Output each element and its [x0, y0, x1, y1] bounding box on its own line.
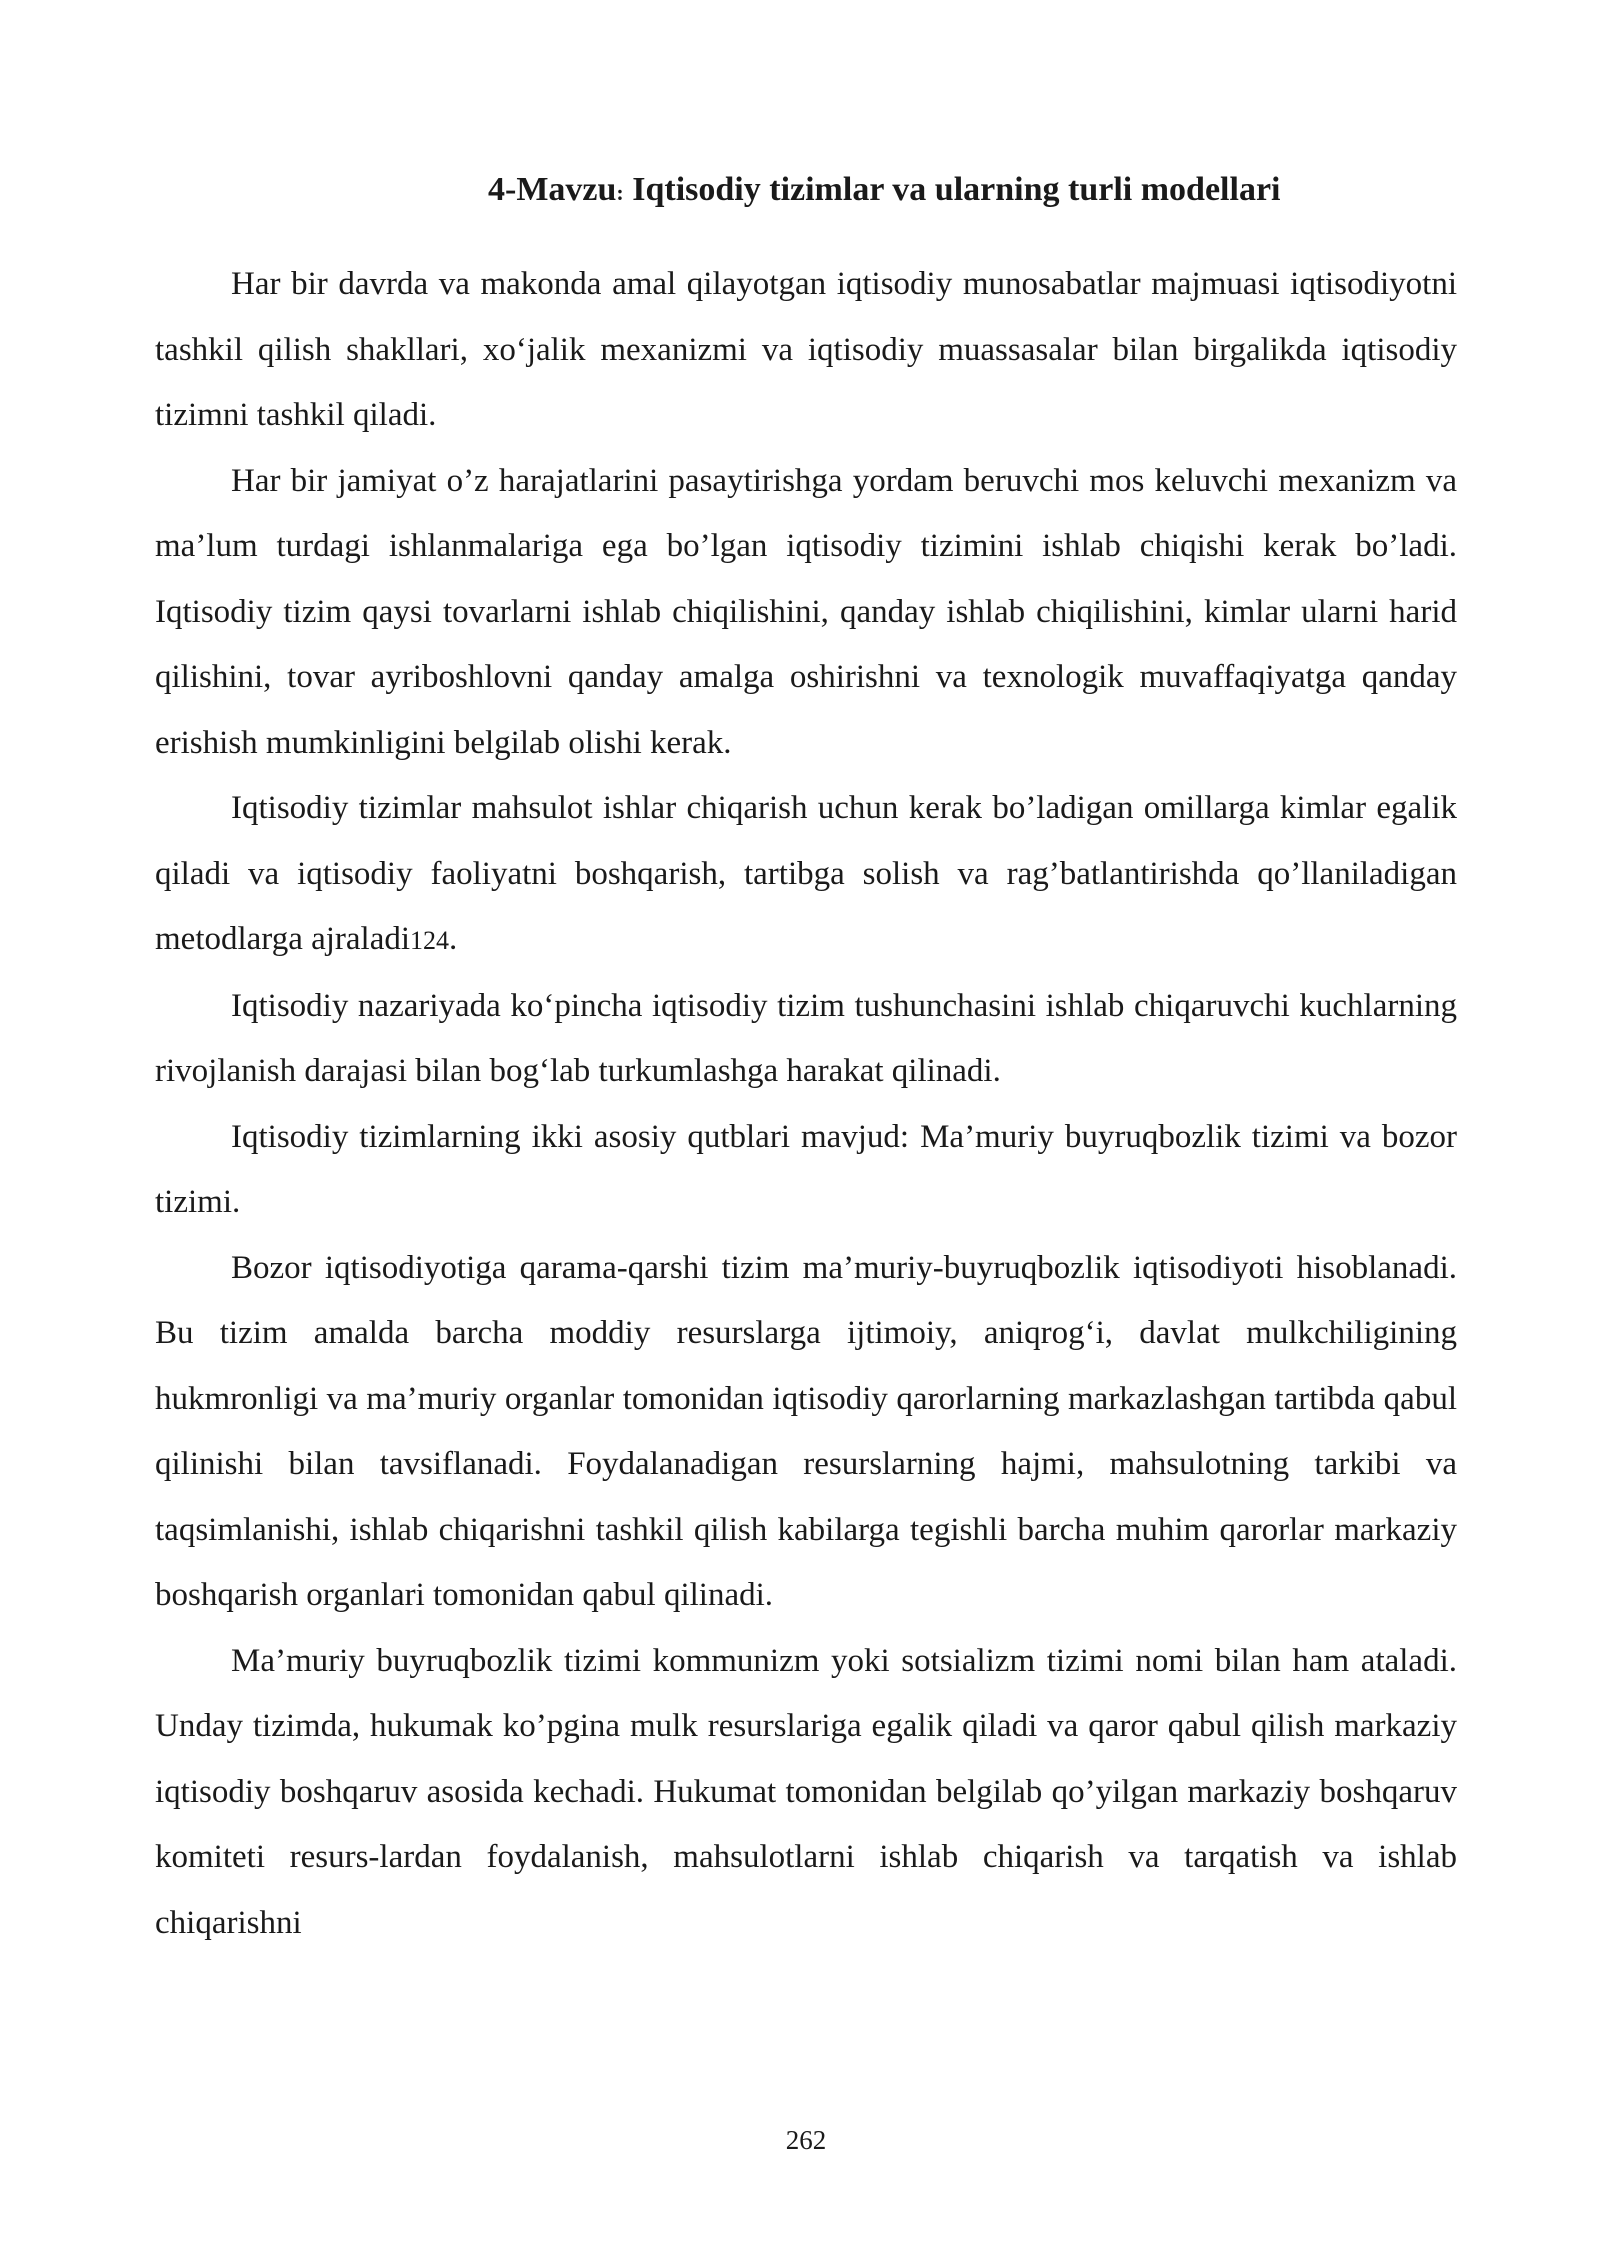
- paragraph-3-end: .: [449, 921, 458, 957]
- body-text: [155, 252, 1457, 1956]
- paragraph-6: Bozor iqtisodiyotiga qarama-qarshi tizim ma’muriy-buyruqbozlik iqtisodiyoti hisoblanadi. Bu tizim amalda barcha moddiy resurslarga ijtimoiy, aniqrog‘i, davlat mulkchiligining hukmronligi va ma’muriy organlar tomonidan iqtisodiy qarorlarning markazlashgan tartibda qabul qilinishi bilan tavsiflanadi. Foydalanadigan resurslarning hajmi, mahsulotning tarkibi va taqsimlanishi, ishlab chiqarishni tashkil qilish kabilarga tegishli barcha muhim qarorlar markaziy boshqarish organlari tomonidan qabul qilinadi.: [155, 1249, 1457, 1613]
- footnote-reference[interactable]: 124: [410, 926, 450, 955]
- page-number: 262: [785, 2125, 827, 2155]
- document-page: [155, 0, 1457, 2262]
- paragraph-7: Ma’muriy buyruqbozlik tizimi kommunizm yoki sotsializm tizimi nomi bilan ham ataladi. Unday tizimda, hukumak ko’pgina mulk resurslariga egalik qiladi va qaror qabul qilish markaziy iqtisodiy boshqaruv asosida kechadi. Hukumat tomonidan belgilab qo’yilgan markaziy boshqaruv komiteti resurs-lardan foydalanish, mahsulotlarni ishlab chiqarish va tarqatish va ishlab chiqarishni: [155, 1642, 1457, 1941]
- page-title: [488, 170, 1280, 211]
- title-prefix: 4-Mavzu: [488, 171, 617, 208]
- paragraph-5: Iqtisodiy tizimlarning ikki asosiy qutblari mavjud: Ma’muriy buyruqbozlik tizimi va bozor tizimi.: [155, 1118, 1457, 1220]
- title-colon: :: [616, 180, 624, 205]
- paragraph-2: Har bir jamiyat o’z harajatlarini pasaytirishga yordam beruvchi mos keluvchi mexanizm va ma’lum turdagi ishlanmalariga ega bo’lgan iqtisodiy tizimini ishlab chiqishi kerak bo’ladi. Iqtisodiy tizim qaysi tovarlarni ishlab chiqilishini, qanday ishlab chiqilishini, kimlar ularni harid qilishini, tovar ayriboshlovni qanday amalga oshirishni va texnologik muvaffaqiyatga qanday erishish mumkinligini belgilab olishi kerak.: [155, 462, 1457, 761]
- paragraph-3-text: Iqtisodiy tizimlar mahsulot ishlar chiqarish uchun kerak bo’ladigan omillarga kimlar egalik qiladi va iqtisodiy faoliyatni boshqarish, tartibga solish va rag’batlantirishda qo’llaniladigan metodlarga ajraladi: [155, 790, 1457, 957]
- paragraph-1: Har bir davrda va makonda amal qilayotgan iqtisodiy munosabatlar majmuasi iqtisodiyotni tashkil qilish shakllari, xo‘jalik mexanizmi va iqtisodiy muassasalar bilan birgalikda iqtisodiy tizimni tashkil qiladi.: [155, 266, 1457, 433]
- paragraph-3: [155, 776, 1457, 974]
- title-main: Iqtisodiy tizimlar va ularning turli modellari: [623, 171, 1281, 208]
- paragraph-4: Iqtisodiy nazariyada ko‘pincha iqtisodiy tizim tushunchasini ishlab chiqaruvchi kuchlarning rivojlanish darajasi bilan bog‘lab turkumlashga harakat qilinadi.: [155, 987, 1457, 1089]
